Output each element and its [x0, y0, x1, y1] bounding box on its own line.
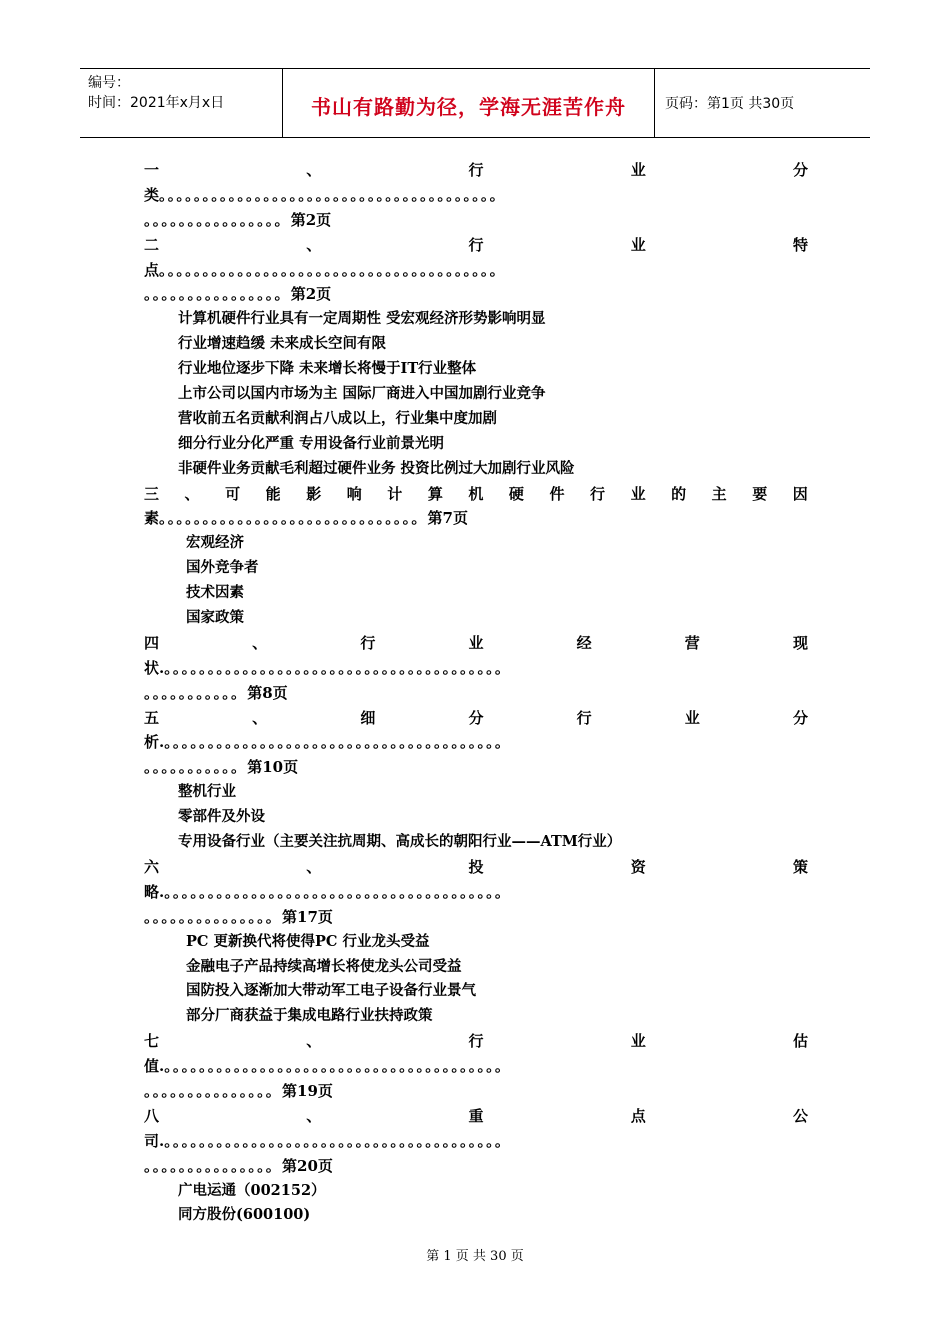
page-info: 页码：第1页 共30页: [665, 96, 795, 112]
toc-heading-char: 、: [252, 708, 268, 727]
toc-leader-cont-s7: [144, 1079, 808, 1104]
toc-heading-char: 分: [468, 708, 484, 727]
toc-heading-char: 分: [792, 161, 808, 179]
toc-dot-leader: 。。。。。。。。。。。。。。。: [144, 907, 283, 926]
toc-dot-leader: 。。。。。。。。。。。。。。。。。。。。。。。。。。。。。。。。。。。。。。。: [164, 1131, 512, 1150]
toc-heading-char: 、: [184, 484, 200, 503]
toc-subitem: 国外竞争者: [186, 559, 259, 577]
toc-heading-char: 行: [360, 633, 376, 652]
toc-dot-leader: 。。。。。。。。。。。: [144, 683, 248, 702]
toc-page-ref: 第19页: [282, 1081, 333, 1100]
toc-heading-char: 影: [306, 484, 322, 503]
toc-heading-char: 八: [144, 1106, 160, 1125]
toc-heading-char: 重: [468, 1106, 484, 1125]
toc-leader-s6: [144, 880, 808, 905]
toc-heading-s1: [144, 158, 808, 183]
toc-subitem: 国防投入逐渐加大带动军工电子设备行业景气: [186, 982, 476, 1000]
toc-heading-char: 硬: [508, 484, 524, 503]
toc-heading-char: 行: [468, 235, 484, 254]
toc-heading-last: 析.: [144, 733, 165, 752]
toc-dot-leader: 。。。。。。。。。。。。。。。。。。。。。。。。。。。。。。: [159, 509, 428, 528]
toc-leader-cont-s6: [144, 905, 808, 930]
toc-page-ref: 第17页: [282, 907, 333, 926]
toc-heading-s4: [144, 631, 808, 656]
toc-dot-leader: 。。。。。。。。。。。。。。。。: [144, 210, 291, 229]
toc-subitem: 国家政策: [186, 609, 244, 627]
header-page-info-cell: [655, 69, 870, 137]
toc-heading-char: 估: [792, 1032, 808, 1051]
toc-page-ref: 第20页: [282, 1156, 333, 1175]
toc-heading-char: 、: [306, 235, 322, 254]
header-motto-cell: [283, 69, 655, 137]
toc-heading-char: 七: [144, 1032, 160, 1051]
toc-subitem: 零部件及外设: [178, 808, 265, 826]
toc-dot-leader: 。。。。。。。。。。。。。。。。: [144, 285, 291, 304]
toc-dot-leader: 。。。。。。。。。。。: [144, 758, 248, 777]
toc-heading-char: 二: [144, 235, 160, 254]
toc-heading-s6: [144, 855, 808, 880]
toc-leader-s4: [144, 656, 808, 681]
toc-heading-s7: [144, 1029, 808, 1054]
toc-heading-last: 值.: [144, 1057, 165, 1076]
toc-heading-char: 特: [792, 235, 808, 254]
page-footer: 第 1 页 共 30 页: [426, 1249, 524, 1264]
toc-leader-s3: [144, 506, 808, 531]
toc-page-ref: 第2页: [290, 285, 332, 304]
toc-subitem: 计算机硬件行业具有一定周期性 受宏观经济形势影响明显: [178, 310, 546, 328]
toc-subitem: PC 更新换代将使得PC 行业龙头受益: [186, 932, 430, 950]
toc-subitem: 行业增速趋缓 未来成长空间有限: [178, 335, 387, 353]
toc-heading-s3: [144, 482, 808, 507]
toc-heading-char: 机: [468, 484, 484, 503]
toc-heading-s8: [144, 1104, 808, 1129]
toc-heading-char: 公: [792, 1106, 808, 1125]
toc-leader-s8: [144, 1129, 808, 1154]
toc-page-ref: 第10页: [247, 758, 299, 777]
toc-heading-char: 业: [630, 161, 646, 179]
toc-heading-char: 四: [144, 633, 160, 652]
toc-subitem: 技术因素: [186, 584, 244, 602]
toc-heading-char: 、: [306, 857, 322, 876]
toc-heading-char: 投: [468, 857, 484, 876]
toc-heading-last: 略.: [144, 882, 165, 901]
toc-heading-char: 响: [346, 484, 362, 503]
toc-heading-char: 三: [144, 484, 160, 503]
toc-leader-s5: [144, 730, 808, 755]
toc-heading-char: 五: [144, 708, 160, 727]
toc-heading-last: 素: [144, 509, 160, 528]
toc-leader-cont-s4: [144, 681, 808, 706]
toc-heading-char: 、: [306, 1032, 322, 1051]
toc-heading-char: 能: [265, 484, 281, 503]
toc-heading-char: 算: [427, 484, 443, 503]
toc-heading-last: 状.: [144, 658, 165, 677]
toc-heading-char: 的: [671, 484, 687, 503]
toc-heading-s2: [144, 233, 808, 258]
toc-heading-char: 六: [144, 857, 160, 876]
toc-heading-char: 、: [306, 161, 322, 179]
toc-subitem: 金融电子产品持续高增长将使龙头公司受益: [186, 957, 462, 975]
toc-page-ref: 第7页: [427, 509, 468, 528]
toc-page-ref: 第2页: [290, 210, 332, 229]
toc-heading-char: 业: [684, 708, 700, 727]
toc-heading-char: 要: [752, 484, 768, 503]
number-label: 编号：: [88, 75, 130, 91]
time-label: 时间：2021年x月x日: [88, 95, 225, 111]
header-meta: [80, 69, 283, 137]
toc-heading-last: 类: [144, 185, 160, 204]
toc-subitem: 部分厂商获益于集成电路行业扶持政策: [186, 1007, 433, 1025]
toc-dot-leader: 。。。。。。。。。。。。。。。。。。。。。。。。。。。。。。。。。。。。。。。: [164, 1057, 512, 1076]
toc-heading-char: 分: [792, 708, 808, 727]
toc-heading-char: 资: [630, 857, 646, 876]
toc-heading-char: 行: [590, 484, 606, 503]
toc-heading-char: 行: [468, 161, 484, 179]
toc-leader-s1: [144, 183, 808, 208]
toc-heading-char: 营: [684, 633, 700, 652]
toc-heading-char: 一: [144, 161, 160, 179]
toc-heading-char: 可: [225, 484, 241, 503]
toc-leader-cont-s2: [144, 282, 808, 307]
toc-heading-char: 、: [306, 1106, 322, 1125]
toc-heading-char: 计: [387, 484, 403, 503]
toc-page-ref: 第8页: [247, 683, 288, 702]
toc-subitem: 上市公司以国内市场为主 国际厂商进入中国加剧行业竞争: [178, 385, 546, 403]
toc-heading-char: 业: [468, 633, 484, 652]
toc-dot-leader: 。。。。。。。。。。。。。。。。。。。。。。。。。。。。。。。。。。。。。。。: [164, 882, 512, 901]
toc-subitem: 细分行业分化严重 专用设备行业前景光明: [178, 434, 445, 452]
page-header: [80, 68, 870, 138]
toc-heading-char: 经: [576, 633, 592, 652]
toc-subitem: 行业地位逐步下降 未来增长将慢于IT行业整体: [178, 360, 477, 378]
toc-heading-char: 点: [630, 1106, 646, 1125]
toc-heading-char: 细: [360, 708, 376, 727]
toc-heading-char: 行: [576, 708, 592, 727]
toc-heading-char: 现: [792, 633, 808, 652]
toc-dot-leader: 。。。。。。。。。。。。。。。。。。。。。。。。。。。。。。。。。。。。。。。: [159, 260, 506, 279]
toc-heading-char: 业: [630, 484, 646, 503]
toc-subitem: 营收前五名贡献利润占八成以上，行业集中度加剧: [178, 409, 497, 427]
toc-heading-char: 业: [630, 235, 646, 254]
toc-heading-char: 业: [630, 1032, 646, 1051]
toc-heading-char: 因: [792, 484, 808, 503]
toc-leader-s2: [144, 258, 808, 283]
toc-heading-last: 点: [144, 260, 160, 279]
toc-subitem: 同方股份(600100): [178, 1206, 311, 1224]
toc-subitem: 专用设备行业（主要关注抗周期、高成长的朝阳行业——ATM行业）: [178, 833, 622, 851]
table-of-contents: [144, 158, 808, 1228]
toc-subitem: 整机行业: [178, 783, 236, 801]
toc-subitem: 宏观经济: [186, 534, 244, 552]
toc-heading-last: 司.: [144, 1131, 165, 1150]
toc-dot-leader: 。。。。。。。。。。。。。。。: [144, 1081, 283, 1100]
toc-subitem: 广电运通（002152）: [178, 1181, 326, 1199]
toc-heading-char: 主: [711, 484, 727, 503]
toc-dot-leader: 。。。。。。。。。。。。。。。。。。。。。。。。。。。。。。。。。。。。。。。: [159, 185, 506, 204]
toc-leader-cont-s5: [144, 755, 808, 780]
toc-subitem: 非硬件业务贡献毛利超过硬件业务 投资比例过大加剧行业风险: [178, 459, 575, 477]
toc-heading-char: 、: [252, 633, 268, 652]
motto: 书山有路勤为径，学海无涯苦作舟: [311, 94, 626, 119]
toc-leader-s7: [144, 1054, 808, 1079]
toc-leader-cont-s1: [144, 208, 808, 233]
toc-heading-char: 行: [468, 1032, 484, 1051]
toc-dot-leader: 。。。。。。。。。。。。。。。: [144, 1156, 283, 1175]
toc-dot-leader: 。。。。。。。。。。。。。。。。。。。。。。。。。。。。。。。。。。。。。。。: [164, 733, 512, 752]
toc-heading-char: 件: [549, 484, 565, 503]
toc-dot-leader: 。。。。。。。。。。。。。。。。。。。。。。。。。。。。。。。。。。。。。。。: [164, 658, 512, 677]
toc-leader-cont-s8: [144, 1154, 808, 1179]
toc-heading-s5: [144, 706, 808, 731]
toc-heading-char: 策: [792, 857, 808, 876]
